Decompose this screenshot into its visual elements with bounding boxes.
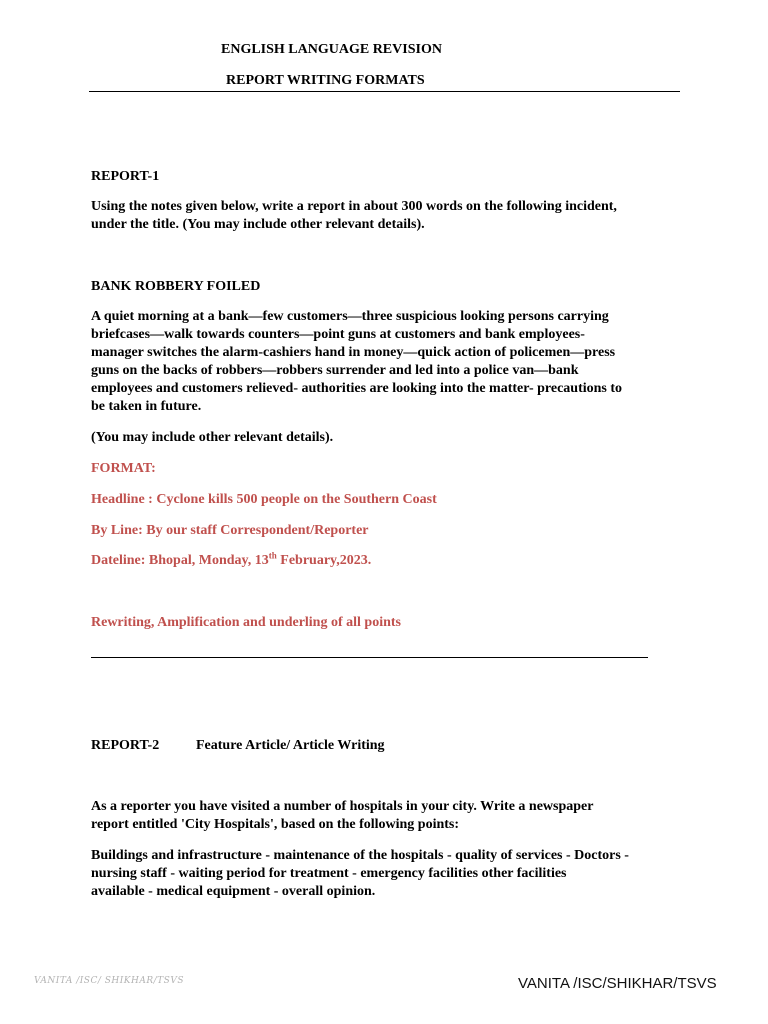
report2-label: REPORT-2 xyxy=(91,738,160,753)
report2-points: Buildings and infrastructure - maintenance of the hospitals - quality of services - Doctors - nursing staff - waiting period for treatment - emergency facilities other facilities available - medical equipment - overall opinion. xyxy=(91,848,629,899)
document-subtitle: REPORT WRITING FORMATS xyxy=(226,73,425,88)
header-rule xyxy=(89,91,680,92)
format-rewriting-note: Rewriting, Amplification and underling of all points xyxy=(91,615,401,630)
dateline-superscript: th xyxy=(268,550,277,561)
report1-label: REPORT-1 xyxy=(91,169,160,184)
section-divider xyxy=(91,657,648,658)
document-title: ENGLISH LANGUAGE REVISION xyxy=(221,42,442,57)
dateline-text: Dateline: Bhopal, Monday, 13 xyxy=(91,553,269,568)
report2-type: Feature Article/ Article Writing xyxy=(196,738,385,753)
report1-topic: BANK ROBBERY FOILED xyxy=(91,279,261,294)
format-byline: By Line: By our staff Correspondent/Reporter xyxy=(91,523,369,538)
report1-instruction: Using the notes given below, write a report in about 300 words on the following incident, under the title. (You may include other relevant details). xyxy=(91,199,617,232)
report1-note-extra: (You may include other relevant details). xyxy=(91,430,334,445)
report1-notes: A quiet morning at a bank—few customers—three suspicious looking persons carrying briefcases—walk towards counters—point guns at customers and bank employees- manager switches the alarm-cashiers hand in money—quick action of policemen—press guns on the backs of robbers—robbers surrender and led into a police van—bank employees and customers relieved- authorities are looking into the matter- precautions to be taken in future. xyxy=(91,309,623,414)
footer-author: VANITA /ISC/SHIKHAR/TSVS xyxy=(518,975,717,992)
dateline-text-end: February,2023. xyxy=(276,553,372,568)
format-headline: Headline : Cyclone kills 500 people on the Southern Coast xyxy=(91,492,437,507)
report2-instruction: As a reporter you have visited a number of hospitals in your city. Write a newspaper report entitled 'City Hospitals', based on the following points: xyxy=(91,799,594,832)
format-label: FORMAT: xyxy=(91,461,156,476)
footer-watermark: VANITA /ISC/ SHIKHAR/TSVS xyxy=(34,976,185,986)
format-dateline xyxy=(91,552,371,570)
